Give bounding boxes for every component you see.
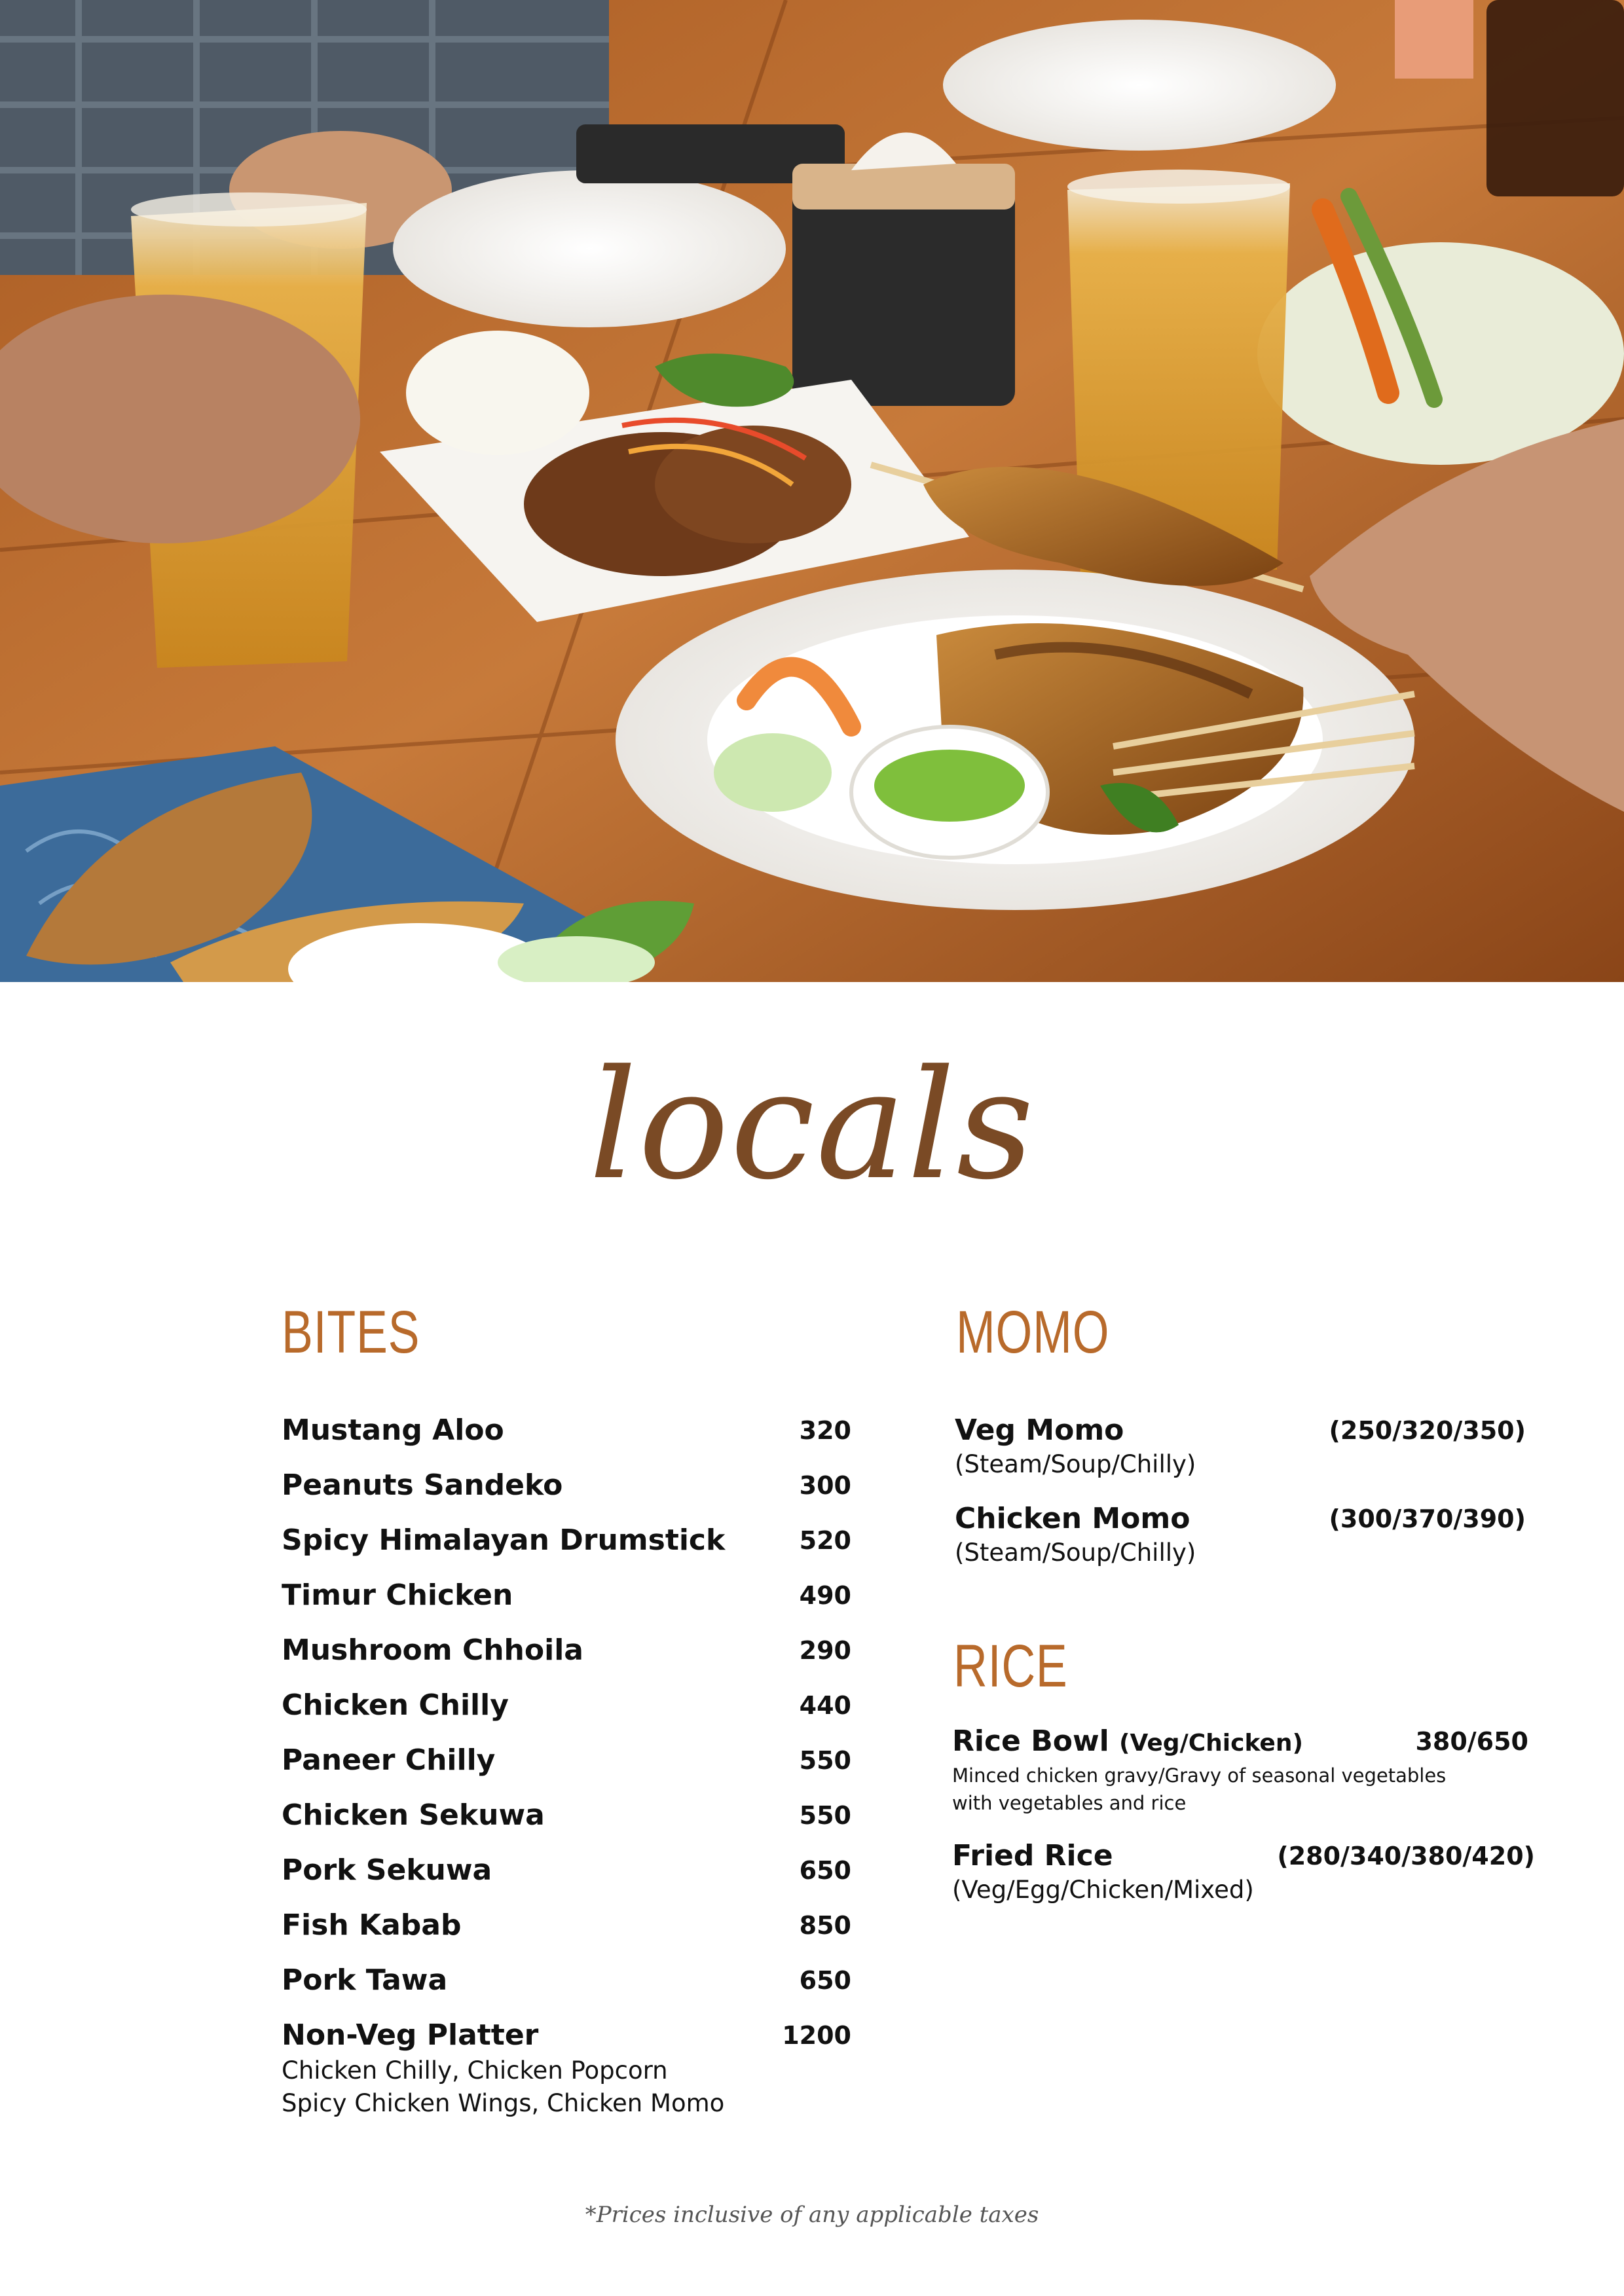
item-name: Peanuts Sandeko — [282, 1468, 563, 1502]
item-description: (Steam/Soup/Chilly) — [955, 1539, 1196, 1567]
menu-item — [282, 1576, 851, 1622]
item-name: Veg Momo — [955, 1413, 1124, 1447]
menu-item — [282, 1961, 851, 2007]
item-price: 1200 — [782, 2021, 851, 2050]
menu-item — [282, 1466, 851, 1512]
item-price: 300 — [799, 1471, 851, 1500]
item-name: Paneer Chilly — [282, 1743, 496, 1777]
item-price: 650 — [799, 1856, 851, 1885]
food-photo-icon — [0, 0, 1624, 982]
item-price: 520 — [799, 1526, 851, 1555]
item-name: Pork Tawa — [282, 1963, 448, 1997]
item-description: with vegetables and rice — [952, 1792, 1187, 1814]
item-name: Fried Rice — [952, 1839, 1113, 1872]
item-price: (280/340/380/420) — [1277, 1842, 1535, 1870]
item-price: 550 — [799, 1801, 851, 1830]
item-price: 490 — [799, 1581, 851, 1610]
item-price: (300/370/390) — [1329, 1504, 1526, 1533]
item-description: Minced chicken gravy/Gravy of seasonal vegetables — [952, 1764, 1447, 1787]
item-name: Fish Kabab — [282, 1908, 462, 1942]
item-price: 550 — [799, 1746, 851, 1775]
menu-item — [282, 1521, 851, 1567]
menu-item — [282, 2016, 851, 2121]
menu-item — [955, 1411, 1524, 1486]
item-description: Spicy Chicken Wings, Chicken Momo — [282, 2089, 725, 2117]
item-price: 320 — [799, 1416, 851, 1445]
menu-item — [955, 1499, 1524, 1575]
menu-item — [282, 1411, 851, 1457]
item-name: Chicken Sekuwa — [282, 1798, 545, 1832]
menu-item — [282, 1851, 851, 1897]
menu-item — [282, 1631, 851, 1677]
menu-title: locals — [589, 1038, 1035, 1213]
item-description: Chicken Chilly, Chicken Popcorn — [282, 2056, 668, 2085]
item-name-text: Rice Bowl — [952, 1724, 1109, 1758]
item-name: Mustang Aloo — [282, 1413, 504, 1447]
item-name: Chicken Chilly — [282, 1688, 509, 1722]
momo-heading: MOMO — [956, 1299, 1110, 1366]
item-name: Chicken Momo — [955, 1502, 1190, 1535]
item-price: 290 — [799, 1636, 851, 1665]
item-description: (Veg/Egg/Chicken/Mixed) — [952, 1876, 1254, 1904]
item-price: 440 — [799, 1691, 851, 1720]
bites-heading: BITES — [282, 1299, 420, 1366]
item-description: (Steam/Soup/Chilly) — [955, 1450, 1196, 1478]
price-note: *Prices inclusive of any applicable taxes — [585, 2202, 1039, 2228]
item-name: Timur Chicken — [282, 1578, 513, 1612]
item-name: Mushroom Chhoila — [282, 1633, 583, 1667]
item-price: 380/650 — [1415, 1727, 1528, 1756]
item-price: 650 — [799, 1966, 851, 1995]
food-photo — [0, 0, 1624, 982]
item-price: 850 — [799, 1911, 851, 1940]
rice-heading: RICE — [953, 1633, 1068, 1700]
menu-item — [952, 1836, 1535, 1912]
menu-item — [282, 1906, 851, 1952]
menu-item — [282, 1741, 851, 1787]
item-tag: (Veg/Chicken) — [1119, 1730, 1303, 1757]
item-name: Spicy Himalayan Drumstick — [282, 1523, 726, 1557]
menu-item — [282, 1796, 851, 1842]
item-name: Pork Sekuwa — [282, 1853, 492, 1887]
menu-item — [952, 1722, 1528, 1820]
menu-item — [282, 1686, 851, 1732]
item-name: Non-Veg Platter — [282, 2018, 539, 2052]
item-price: (250/320/350) — [1329, 1416, 1526, 1445]
item-name — [952, 1722, 1303, 1763]
